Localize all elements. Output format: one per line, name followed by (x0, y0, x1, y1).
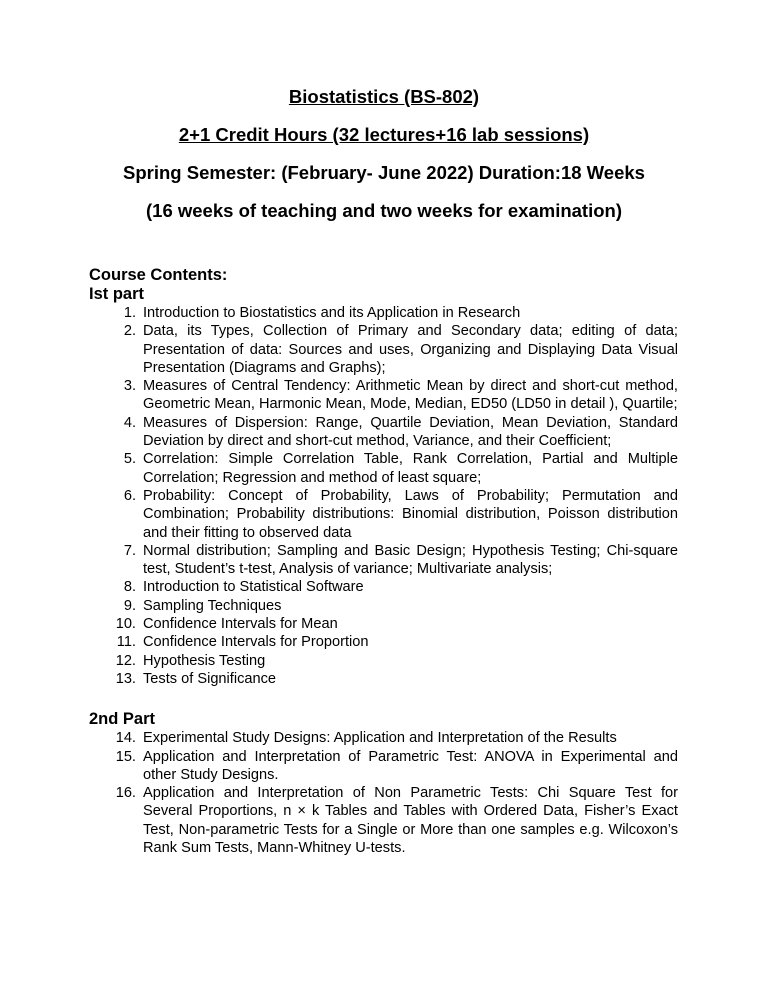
second-part (0, 710, 768, 857)
course-contents-heading: Course Contents: (89, 266, 228, 284)
item-text: Application and Interpretation of Parametric Test: ANOVA in Experimental and other Study Designs. (143, 748, 678, 783)
second-part-heading: 2nd Part (89, 710, 156, 729)
list-item (115, 615, 678, 633)
list-item (115, 729, 678, 747)
item-number: 5. (123, 451, 136, 468)
item-text: Correlation: Simple Correlation Table, Rank Correlation, Partial and Multiple Correlation; Regression and method of least square; (143, 451, 678, 486)
list-item (123, 377, 678, 414)
item-number: 7. (123, 542, 136, 559)
item-text: Sampling Techniques (143, 597, 282, 614)
item-number: 9. (123, 597, 136, 614)
semester-info: Spring Semester: (February- June 2022) Duration:18 Weeks (123, 162, 645, 183)
item-text: Hypothesis Testing (143, 652, 266, 669)
item-text: Tests of Significance (143, 670, 277, 687)
item-number: 4. (123, 414, 136, 431)
item-number: 12. (115, 652, 136, 669)
list-item (115, 748, 678, 785)
list-item (123, 304, 678, 322)
item-text: Introduction to Biostatistics and its Application in Research (143, 305, 521, 321)
item-text: Probability: Concept of Probability, Laws of Probability; Permutation and Combination; Probability distributions: Binomial distribution, Poisson distribution and their fitting to observed data (143, 487, 678, 541)
item-number: 13. (115, 670, 136, 687)
list-item (115, 670, 678, 688)
list-item (123, 450, 678, 487)
list-item (115, 652, 678, 670)
first-part (0, 285, 768, 688)
item-number: 3. (123, 378, 136, 395)
item-number: 16. (115, 785, 136, 802)
item-number: 6. (123, 487, 136, 504)
item-text: Normal distribution; Sampling and Basic Design; Hypothesis Testing; Chi-square test, Student’s t-test, Analysis of variance; Multivariate analysis; (143, 542, 678, 578)
item-number: 10. (115, 616, 136, 633)
item-number: 1. (123, 305, 136, 321)
item-text: Data, its Types, Collection of Primary and Secondary data; editing of data; Presentation of data: Sources and uses, Organizing and Displaying Data Visual Presentation (Diagrams and Graphs); (143, 323, 678, 376)
list-item (123, 597, 678, 615)
item-text: Confidence Intervals for Proportion (143, 634, 369, 651)
item-text: Application and Interpretation of Non Parametric Tests: Chi Square Test for Several Proportions, n × k Tables and Tables with Ordered Data, Fisher’s Exact Test, Non-parametric Tests for a Single or More than one samples e.g. Wilcoxon’s Rank Sum Tests, Mann-Whitney U-tests. (143, 785, 678, 857)
item-text: Measures of Dispersion: Range, Quartile Deviation, Mean Deviation, Standard Deviation by direct and short-cut method, Variance, and their Coefficient; (143, 414, 678, 450)
item-text: Measures of Central Tendency: Arithmetic Mean by direct and short-cut method, Geometric Mean, Harmonic Mean, Mode, Median, ED50 (LD50 in detail ), Quartile; (143, 378, 678, 413)
first-part-list (0, 304, 768, 688)
item-number: 2. (123, 323, 136, 340)
credit-hours: 2+1 Credit Hours (32 lectures+16 lab sessions) (178, 124, 590, 145)
item-text: Confidence Intervals for Mean (143, 616, 338, 633)
list-item (123, 487, 678, 542)
document-header (0, 86, 768, 222)
item-number: 11. (116, 634, 136, 651)
second-part-list (0, 729, 768, 857)
list-item (123, 578, 678, 596)
item-number: 14. (115, 730, 136, 747)
course-title: Biostatistics (BS-802) (288, 86, 480, 107)
item-text: Experimental Study Designs: Application and Interpretation of the Results (143, 730, 617, 747)
item-text: Introduction to Statistical Software (143, 579, 364, 596)
list-item (116, 633, 678, 651)
list-item (115, 784, 678, 857)
item-number: 8. (123, 579, 136, 596)
weeks-note: (16 weeks of teaching and two weeks for examination) (146, 200, 622, 221)
list-item (123, 542, 678, 579)
first-part-heading: Ist part (89, 285, 145, 303)
list-item (123, 322, 678, 377)
list-item (123, 414, 678, 451)
item-number: 15. (115, 748, 136, 765)
